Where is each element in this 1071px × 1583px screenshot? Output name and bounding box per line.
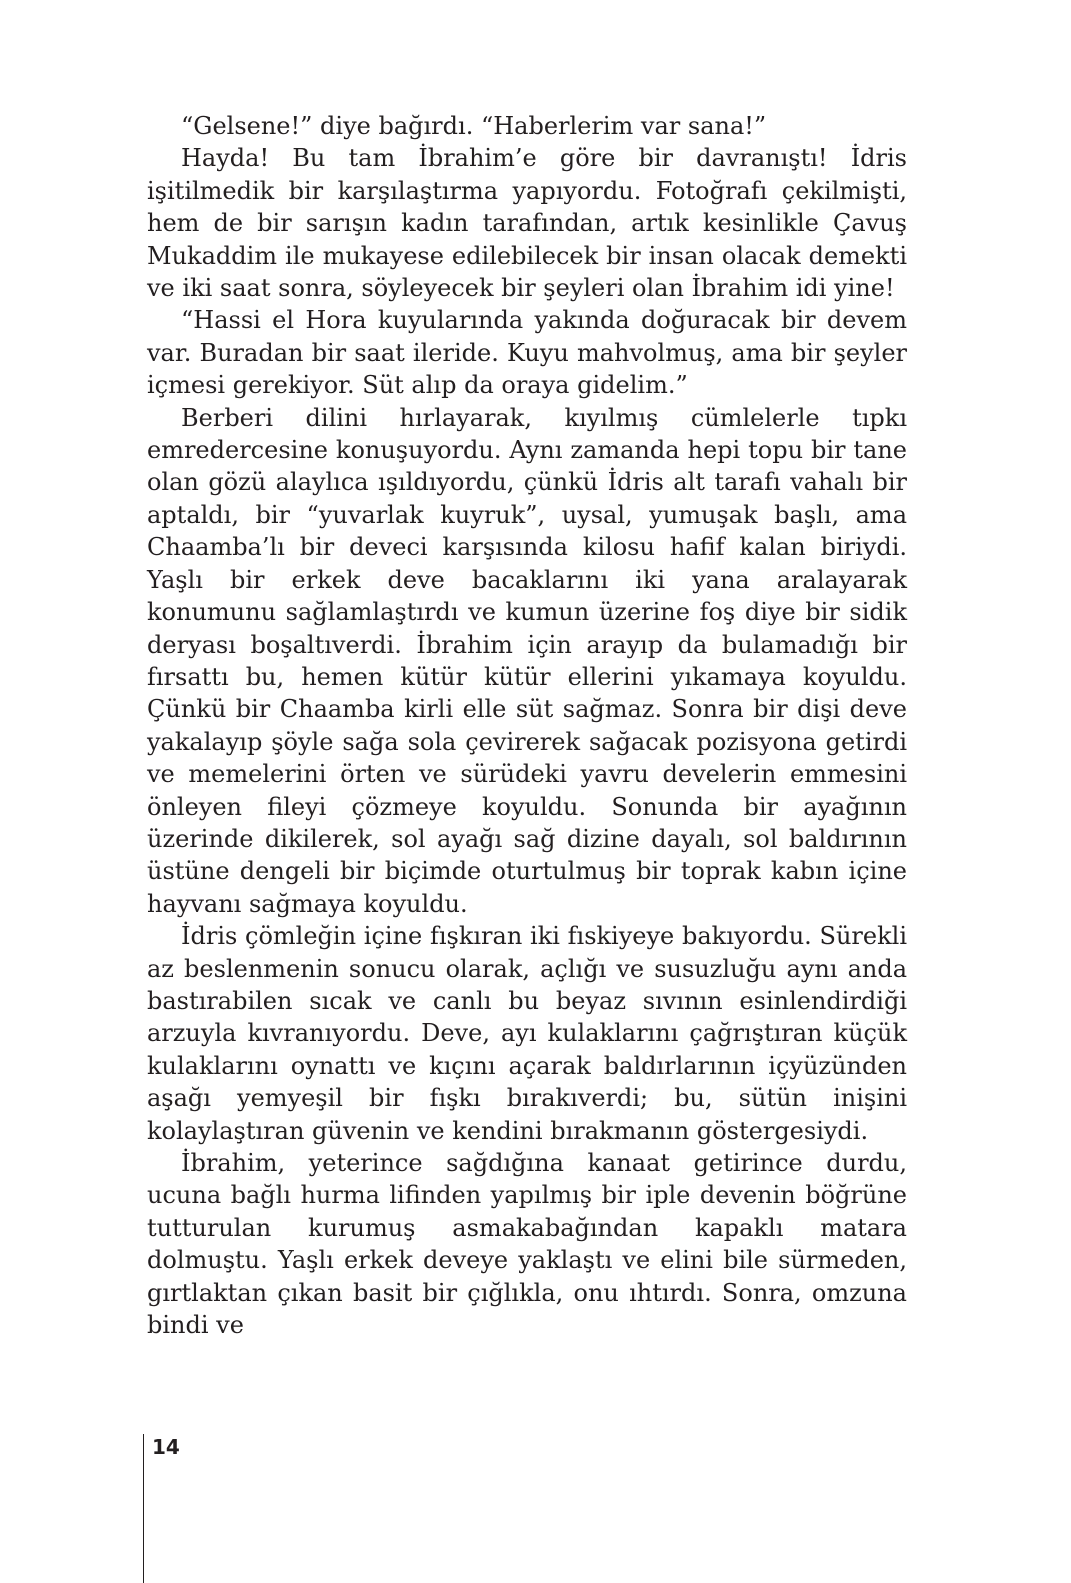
body-text <box>147 110 907 1341</box>
paragraph-2: Hayda! Bu tam İbrahim’e göre bir davranıştı! İdris işitilmedik bir karşılaştırma yapıyordu. Fotoğrafı çekilmişti, hem de bir sarışın kadın tarafından, artık kesinlikle Çavuş Mukaddim ile mukayese edilebilecek bir insan olacak demekti ve iki saat sonra, söyleyecek bir şeyleri olan İbrahim idi yine! <box>147 144 907 303</box>
paragraph-6: İbrahim, yeterince sağdığına kanaat getirince durdu, ucuna bağlı hurma lifinden yapılmış bir iple devenin böğrüne tutturulan kurumuş asmakabağından kapaklı matara dolmuştu. Yaşlı erkek deveye yaklaştı ve elini bile sürmeden, gırtlaktan çıkan basit bir çığlıkla, onu ıhtırdı. Sonra, omzuna bindi ve <box>147 1149 907 1340</box>
paragraph-5: İdris çömleğin içine fışkıran iki fıskiyeye bakıyordu. Sürekli az beslenmenin sonucu olarak, açlığı ve susuzluğu aynı anda bastırabilen sıcak ve canlı bu beyaz sıvının esinlendirdiği arzuyla kıvranıyordu. Deve, ayı kulaklarını çağrıştıran küçük kulaklarını oynattı ve kıçını açarak baldırlarının içyüzünden aşağı yemyeşil bir fışkı bırakıverdi; bu, sütün inişini kolaylaştıran güvenin ve kendini bırakmanın göstergesiydi. <box>147 922 907 1145</box>
folio-rule <box>143 1434 144 1583</box>
paragraph-3: “Hassi el Hora kuyularında yakında doğuracak bir devem var. Buradan bir saat ileride. Kuyu mahvolmuş, ama bir şeyler içmesi gerekiyor. Süt alıp da oraya gidelim.” <box>147 306 907 400</box>
page-number: 14 <box>152 1435 180 1459</box>
paragraph-4: Berberi dilini hırlayarak, kıyılmış cümlelerle tıpkı emredercesine konuşuyordu. Aynı zamanda hepi topu bir tane olan gözü alaylıca ışıldıyordu, çünkü İdris alt tarafı vahalı bir aptaldı, bir “yuvarlak kuyruk”, uysal, yumuşak başlı, ama Chaamba’lı bir deveci karşısında kilosu hafif kalan biriydi. Yaşlı bir erkek deve bacaklarını iki yana aralayarak konumunu sağlamlaştırdı ve kumun üzerine foş diye bir sidik deryası boşaltıverdi. İbrahim için arayıp da bulamadığı bir fırsattı bu, hemen kütür kütür ellerini yıkamaya koyuldu. Çünkü bir Chaamba kirli elle süt sağmaz. Sonra bir dişi deve yakalayıp şöyle sağa sola çevirerek sağacak pozisyona getirdi ve memelerini örten ve sürüdeki yavru develerin emmesini önleyen fileyi çözmeye koyuldu. Sonunda bir ayağının üzerinde dikilerek, sol ayağı sağ dizine dayalı, sol baldırının üstüne dengeli bir biçimde oturtulmuş bir toprak kabın içine hayvanı sağmaya koyuldu. <box>147 403 907 918</box>
paragraph-1: “Gelsene!” diye bağırdı. “Haberlerim var sana!” <box>181 112 767 140</box>
